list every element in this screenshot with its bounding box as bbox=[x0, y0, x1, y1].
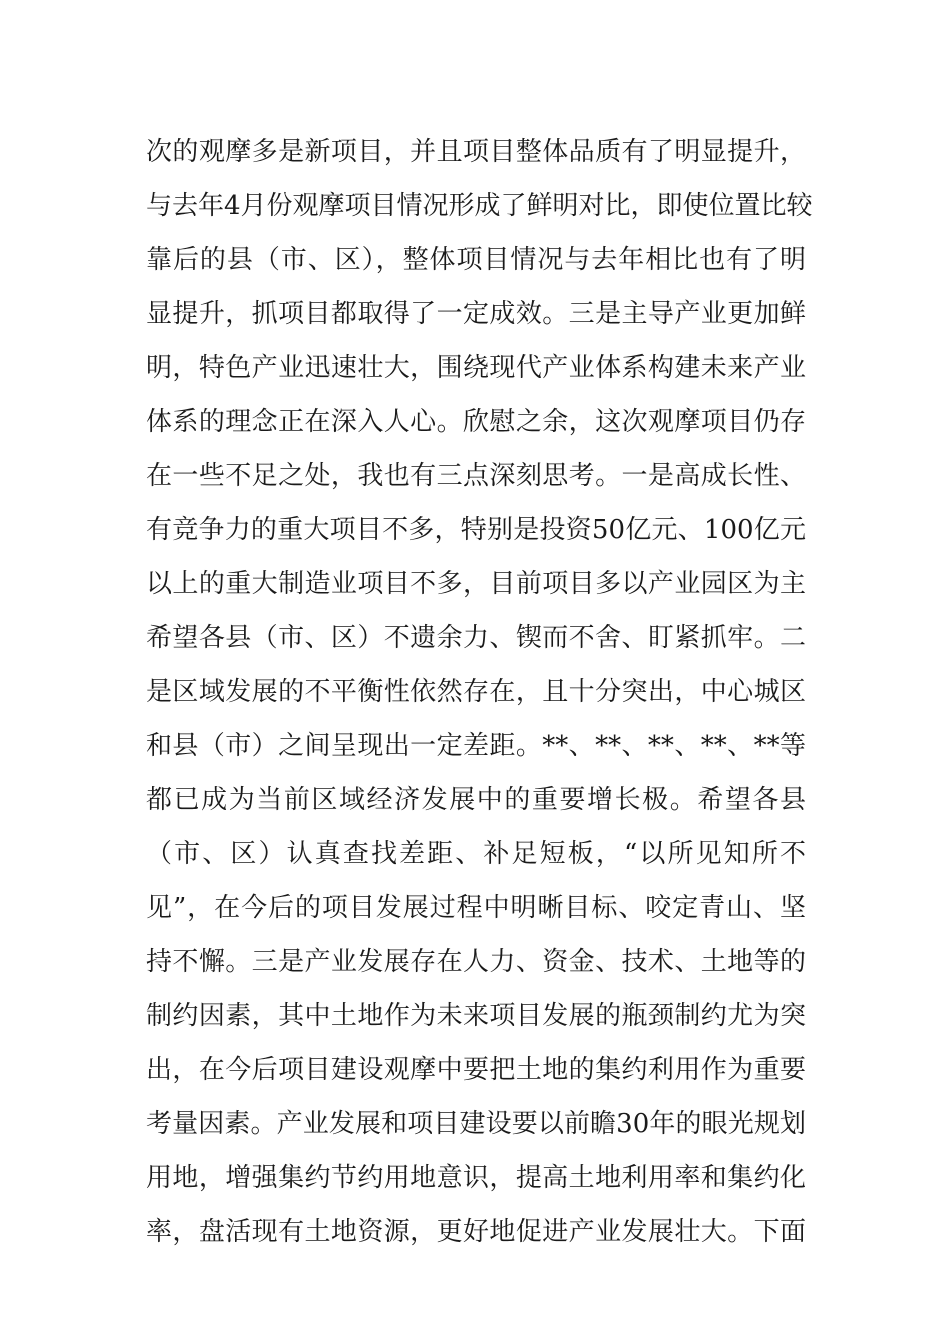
text-line-18: 出，在今后项目建设观摩中要把土地的集约利用作为重要 bbox=[146, 1055, 806, 1085]
text-line-21: 率，盘活现有土地资源，更好地促进产业发展壮大。下面 bbox=[146, 1217, 806, 1247]
text-line-11: 是区域发展的不平衡性依然存在，且十分突出，中心城区 bbox=[146, 677, 806, 707]
body-paragraph bbox=[146, 132, 813, 1266]
text-line-10: 希望各县（市、区）不遗余力、锲而不舍、盯紧抓牢。二 bbox=[146, 623, 806, 653]
text-line-3: 靠后的县（市、区），整体项目情况与去年相比也有了明 bbox=[146, 245, 806, 275]
text-line-8: 有竞争力的重大项目不多，特别是投资50亿元、100亿元 bbox=[146, 515, 806, 545]
text-line-17: 制约因素，其中土地作为未来项目发展的瓶颈制约尤为突 bbox=[146, 1001, 806, 1031]
text-line-9: 以上的重大制造业项目不多，目前项目多以产业园区为主 bbox=[146, 569, 806, 599]
text-line-15: 见”，在今后的项目发展过程中明晰目标、咬定青山、坚 bbox=[146, 893, 806, 923]
text-line-4: 显提升，抓项目都取得了一定成效。三是主导产业更加鲜 bbox=[146, 299, 806, 329]
text-line-19: 考量因素。产业发展和项目建设要以前瞻30年的眼光规划 bbox=[146, 1109, 806, 1139]
text-line-6: 体系的理念正在深入人心。欣慰之余，这次观摩项目仍存 bbox=[146, 407, 806, 437]
text-line-20: 用地，增强集约节约用地意识，提高土地利用率和集约化 bbox=[146, 1163, 806, 1193]
text-line-16: 持不懈。三是产业发展存在人力、资金、技术、土地等的 bbox=[146, 947, 806, 977]
text-line-2: 与去年4月份观摩项目情况形成了鲜明对比，即使位置比较 bbox=[146, 191, 813, 221]
text-line-12: 和县（市）之间呈现出一定差距。**、**、**、**、**等 bbox=[146, 731, 806, 761]
text-line-7: 在一些不足之处，我也有三点深刻思考。一是高成长性、 bbox=[146, 461, 806, 491]
text-line-13: 都已成为当前区域经济发展中的重要增长极。希望各县 bbox=[146, 785, 806, 815]
text-line-1: 次的观摩多是新项目，并且项目整体品质有了明显提升， bbox=[146, 137, 806, 167]
text-line-14: （市、区）认真查找差距、补足短板，“以所见知所不 bbox=[146, 839, 806, 869]
text-line-5: 明，特色产业迅速壮大，围绕现代产业体系构建未来产业 bbox=[146, 353, 806, 383]
